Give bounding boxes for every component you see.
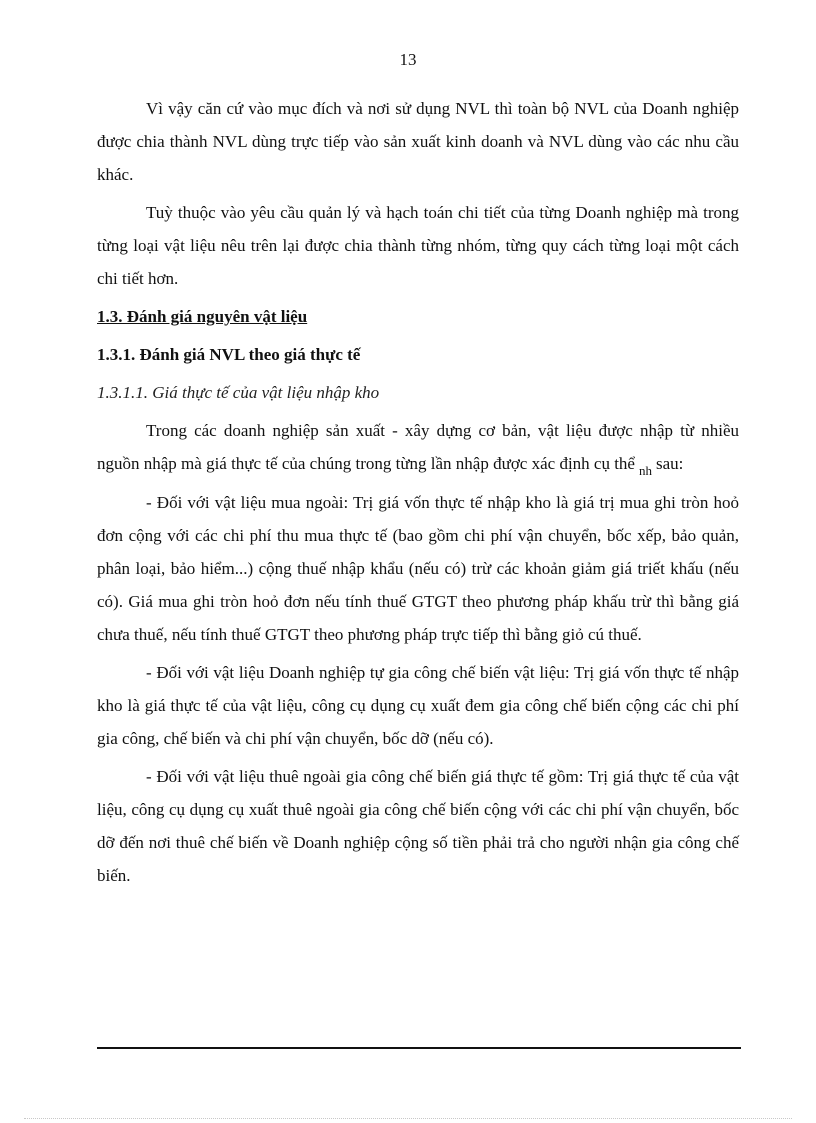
paragraph-sources-intro [97, 414, 739, 481]
paragraph-purchased-materials: - Đối với vật liệu mua ngoài: Trị giá vốn thực tế nhập kho là giá trị mua ghi tròn hoỏ đơn cộng với các chi phí thu mua thực tế (bao gồm chi phí vận chuyển, bốc xếp, bảo quản, phân loại, bảo hiểm...) cộng thuế nhập khẩu (nếu có) trừ các khoản giảm giá triết khấu (nếu có). Giá mua ghi tròn hoỏ đơn nếu tính thuế GTGT theo phương pháp khấu trừ thì bằng giá chưa thuế, nếu tính thuế GTGT theo phương pháp trực tiếp thì bằng giỏ cú thuế. [97, 493, 739, 644]
paragraph-sources-intro-tail: sau: [655, 454, 684, 473]
paragraph-detailed-grouping: Tuỳ thuộc vào yêu cầu quản lý và hạch toán chi tiết của từng Doanh nghiệp mà trong từng loại vật liệu nêu trên lại được chia thành từng nhóm, từng quy cách từng loại một cách chi tiết hơn. [97, 203, 739, 288]
paragraph-nvl-classification: Vì vậy căn cứ vào mục đích và nơi sử dụng NVL thì toàn bộ NVL của Doanh nghiệp được chia thành NVL dùng trực tiếp vào sản xuất kinh doanh và NVL dùng vào các nhu cầu khác. [97, 99, 739, 184]
section-heading-1-3-1-1: 1.3.1.1. Giá thực tế của vật liệu nhập kho [97, 383, 380, 402]
page-bottom-dotted-border [24, 1118, 792, 1119]
section-heading-1-3-1: 1.3.1. Đánh giá NVL theo giá thực tế [97, 345, 361, 364]
paragraph-outsourced-processing: - Đối với vật liệu thuê ngoài gia công chế biến giá thực tế gồm: Trị giá thực tế của vật liệu, công cụ dụng cụ xuất thuê ngoài gia công chế biến cộng với các chi phí vận chuyển, bốc dỡ đến nơi thuê chế biến về Doanh nghiệp cộng số tiền phải trả cho người nhận gia công chế biến. [97, 767, 739, 885]
document-body [97, 92, 739, 897]
paragraph-self-processed-materials: - Đối với vật liệu Doanh nghiệp tự gia công chế biến vật liệu: Trị giá vốn thực tế nhập kho là giá thực tế của vật liệu, công cụ dụng cụ xuất đem gia công chế biến cộng các chi phí gia công, chế biến và chi phí vận chuyển, bốc dỡ (nếu có). [97, 663, 739, 748]
section-heading-1-3: 1.3. Đánh giá nguyên vật liệu [97, 307, 308, 326]
paragraph-sources-intro-text: Trong các doanh nghiệp sản xuất - xây dựng cơ bản, vật liệu được nhập từ nhiều nguồn nhập mà giá thực tế của chúng trong từng lần nhập được xác định cụ thể [97, 421, 739, 473]
subscript-fragment: nh [638, 463, 652, 478]
footer-rule [97, 1047, 741, 1049]
page-number: 13 [399, 50, 417, 69]
